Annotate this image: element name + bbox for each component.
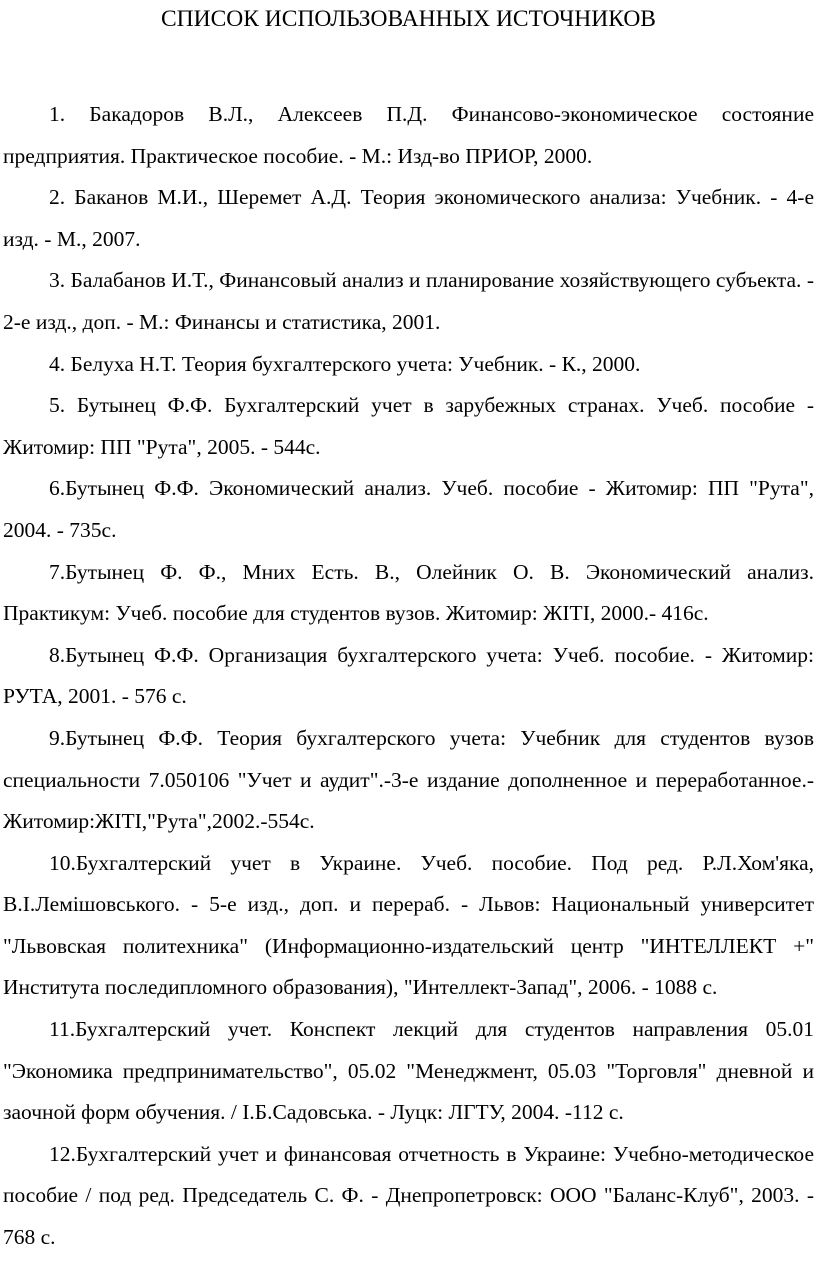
reference-item-10: 10.Бухгалтерский учет в Украине. Учеб. пособие. Под ред. Р.Л.Хом'яка, В.І.Лемішовського. - 5-е изд., доп. и перераб. - Львов: Национальный университет "Львовская политехника" (Информационно-издательский центр "ИНТЕЛЛЕКТ +" Института последипломного образования), "Интеллект-Запад", 2006. - 1088 с.: [3, 850, 814, 1000]
reference-list: [3, 94, 814, 1259]
reference-item-11: 11.Бухгалтерский учет. Конспект лекций для студентов направления 05.01 "Экономика предпринимательство", 05.02 "Менеджмент, 05.03 "Торговля" дневной и заочной форм обучения. / І.Б.Садовська. - Луцк: ЛГТУ, 2004. -112 с.: [3, 1017, 814, 1125]
page-title: СПИСОК ИСПОЛЬЗОВАННЫХ ИСТОЧНИКОВ: [161, 6, 656, 32]
reference-item-7: 7.Бутынец Ф. Ф., Мних Есть. В., Олейник О. В. Экономический анализ. Практикум: Учеб. пособие для студентов вузов. Житомир: ЖІТІ, 2000.- 416с.: [3, 559, 814, 626]
reference-item-4: 4. Белуха Н.Т. Теория бухгалтерского учета: Учебник. - К., 2000.: [49, 351, 641, 376]
reference-item-3: 3. Балабанов И.Т., Финансовый анализ и планирование хозяйствующего субъекта. - 2-е изд., доп. - М.: Финансы и статистика, 2001.: [3, 268, 814, 334]
reference-item-12: 12.Бухгалтерский учет и финансовая отчетность в Украине: Учебно-методическое пособие / под ред. Председатель С. Ф. - Днепропетровск: ООО "Баланс-Клуб", 2003. - 768 с.: [3, 1141, 814, 1250]
reference-item-1: 1. Бакадоров В.Л., Алексеев П.Д. Финансово-экономическое состояние предприятия. Практическое пособие. - М.: Изд-во ПРИОР, 2000.: [3, 102, 814, 168]
reference-item-8: 8.Бутынец Ф.Ф. Организация бухгалтерского учета: Учеб. пособие. - Житомир: РУТА, 2001. - 576 с.: [3, 642, 814, 709]
reference-item-9: 9.Бутынец Ф.Ф. Теория бухгалтерского учета: Учебник для студентов вузов специальности 7.050106 "Учет и аудит".-3-е издание дополненное и переработанное.-Житомир:ЖІТІ,"Рута",2002.-554с.: [3, 725, 814, 834]
reference-item-6: 6.Бутынец Ф.Ф. Экономический анализ. Учеб. пособие - Житомир: ПП "Рута", 2004. - 735с.: [3, 476, 814, 542]
reference-item-2: 2. Баканов М.И., Шеремет А.Д. Теория экономического анализа: Учебник. - 4-е изд. - М., 2007.: [3, 185, 814, 251]
reference-item-5: 5. Бутынец Ф.Ф. Бухгалтерский учет в зарубежных странах. Учеб. пособие - Житомир: ПП "Рута", 2005. - 544с.: [3, 393, 814, 459]
